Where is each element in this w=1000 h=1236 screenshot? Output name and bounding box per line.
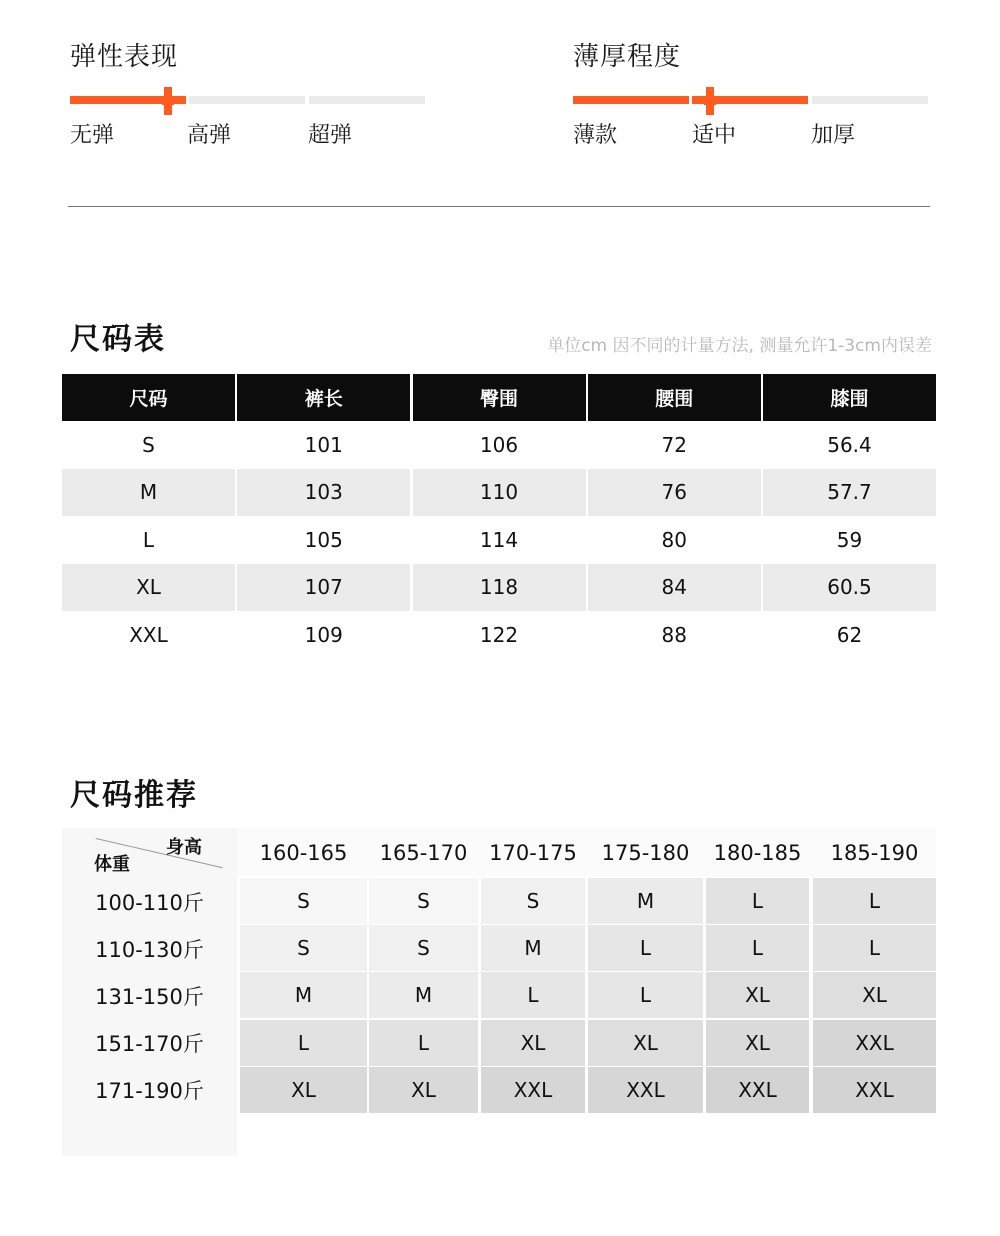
table-cell: 59 bbox=[836, 527, 863, 552]
corner-weight-label: 体重 bbox=[94, 854, 130, 875]
size-chart-table bbox=[62, 374, 936, 658]
table-row bbox=[62, 421, 936, 468]
recommended-size-cell: XL bbox=[240, 1067, 367, 1113]
recommended-size-cell: L bbox=[813, 878, 936, 924]
recommendation-title: 尺码推荐 bbox=[70, 778, 198, 813]
recommended-size-cell: L bbox=[813, 925, 936, 971]
size-chart-header: 裤长 bbox=[237, 374, 410, 421]
height-range-header: 165-170 bbox=[379, 841, 468, 865]
thickness-level-medium: 适中 bbox=[692, 123, 737, 148]
table-cell: 88 bbox=[661, 622, 687, 647]
table-row bbox=[62, 611, 936, 658]
size-chart-header: 臀围 bbox=[413, 374, 586, 421]
table-cell: 107 bbox=[237, 564, 410, 611]
recommended-size-cell: XXL bbox=[706, 1067, 809, 1113]
recommended-size-cell: L bbox=[706, 878, 809, 924]
recommended-size-cell: L bbox=[369, 1020, 478, 1066]
height-range-header: 180-185 bbox=[713, 841, 802, 865]
weight-range-label: 100-110斤 bbox=[95, 890, 204, 915]
recommended-size-cell: XL bbox=[588, 1020, 703, 1066]
recommended-size-cell: L bbox=[588, 925, 703, 971]
recommended-size-cell: XL bbox=[369, 1067, 478, 1113]
thickness-level-thin: 薄款 bbox=[573, 123, 618, 148]
table-row bbox=[62, 469, 936, 516]
table-cell: 57.7 bbox=[763, 469, 936, 516]
recommended-size-cell: M bbox=[369, 972, 478, 1018]
height-range-header: 160-165 bbox=[259, 841, 348, 865]
table-cell: 62 bbox=[836, 622, 863, 647]
recommended-size-cell: S bbox=[369, 925, 478, 971]
table-cell: 114 bbox=[479, 527, 519, 552]
table-cell: L bbox=[142, 527, 155, 552]
table-cell: 118 bbox=[413, 564, 586, 611]
height-range-header: 170-175 bbox=[489, 841, 577, 865]
table-cell: 72 bbox=[661, 433, 687, 458]
recommended-size-cell: XL bbox=[706, 1020, 809, 1066]
thickness-marker bbox=[706, 87, 714, 115]
recommended-size-cell: L bbox=[706, 925, 809, 971]
recommended-size-cell: XL bbox=[813, 972, 936, 1018]
table-cell: 60.5 bbox=[763, 564, 936, 611]
recommended-size-cell: XXL bbox=[588, 1067, 703, 1113]
recommended-size-cell: L bbox=[481, 972, 585, 1018]
recommended-size-cell: XL bbox=[481, 1020, 585, 1066]
recommended-size-cell: XXL bbox=[813, 1067, 936, 1113]
recommended-size-cell: XL bbox=[706, 972, 809, 1018]
recommended-size-cell: S bbox=[481, 878, 585, 924]
size-chart-note: 单位cm 因不同的计量方法, 测量允许1-3cm内误差 bbox=[547, 336, 932, 356]
elasticity-title: 弹性表现 bbox=[70, 42, 179, 72]
recommended-size-cell: S bbox=[240, 878, 367, 924]
recommended-size-cell: S bbox=[240, 925, 367, 971]
elasticity-level-super: 超弹 bbox=[308, 123, 353, 148]
table-cell: 103 bbox=[237, 469, 410, 516]
table-cell: 109 bbox=[304, 622, 343, 647]
size-chart-header: 腰围 bbox=[588, 374, 761, 421]
table-row bbox=[62, 516, 936, 563]
table-cell: 101 bbox=[304, 433, 343, 458]
table-cell: 80 bbox=[661, 527, 687, 552]
elasticity-track-3 bbox=[309, 96, 425, 104]
size-chart-header-row bbox=[62, 374, 936, 421]
table-cell: 110 bbox=[413, 469, 586, 516]
table-cell: XXL bbox=[129, 622, 168, 647]
elasticity-indicator bbox=[70, 0, 430, 160]
size-chart-header: 尺码 bbox=[62, 374, 235, 421]
size-chart-header: 膝围 bbox=[763, 374, 936, 421]
table-cell: 56.4 bbox=[827, 433, 872, 458]
thickness-level-thick: 加厚 bbox=[811, 123, 856, 148]
table-cell: XL bbox=[62, 564, 235, 611]
recommended-size-cell: M bbox=[588, 878, 703, 924]
recommended-size-cell: L bbox=[240, 1020, 367, 1066]
elasticity-marker bbox=[164, 87, 172, 115]
elasticity-track-2 bbox=[189, 96, 305, 104]
corner-height-label: 身高 bbox=[166, 837, 202, 858]
height-range-header: 175-180 bbox=[601, 841, 690, 865]
table-row bbox=[62, 564, 936, 611]
table-cell: S bbox=[142, 433, 155, 458]
recommended-size-cell: S bbox=[369, 878, 478, 924]
thickness-track-3 bbox=[812, 96, 928, 104]
weight-range-label: 131-150斤 bbox=[95, 984, 204, 1009]
weight-range-label: 151-170斤 bbox=[95, 1032, 204, 1057]
table-cell: 76 bbox=[588, 469, 761, 516]
thickness-title: 薄厚程度 bbox=[573, 42, 682, 72]
height-range-header: 185-190 bbox=[830, 841, 919, 865]
table-cell: 106 bbox=[479, 433, 519, 458]
elasticity-level-none: 无弹 bbox=[70, 123, 115, 148]
thickness-indicator bbox=[573, 0, 933, 160]
table-cell: 122 bbox=[479, 622, 519, 647]
table-cell: M bbox=[62, 469, 235, 516]
weight-range-label: 171-190斤 bbox=[95, 1079, 204, 1104]
weight-range-label: 110-130斤 bbox=[95, 937, 204, 962]
recommended-size-cell: XXL bbox=[481, 1067, 585, 1113]
table-cell: 84 bbox=[588, 564, 761, 611]
thickness-track-1 bbox=[573, 96, 689, 104]
size-chart-title: 尺码表 bbox=[70, 322, 166, 357]
recommended-size-cell: M bbox=[240, 972, 367, 1018]
recommended-size-cell: M bbox=[481, 925, 585, 971]
section-divider bbox=[68, 206, 930, 207]
recommended-size-cell: XXL bbox=[813, 1020, 936, 1066]
table-cell: 105 bbox=[304, 527, 343, 552]
elasticity-level-high: 高弹 bbox=[187, 123, 232, 148]
recommended-size-cell: L bbox=[588, 972, 703, 1018]
